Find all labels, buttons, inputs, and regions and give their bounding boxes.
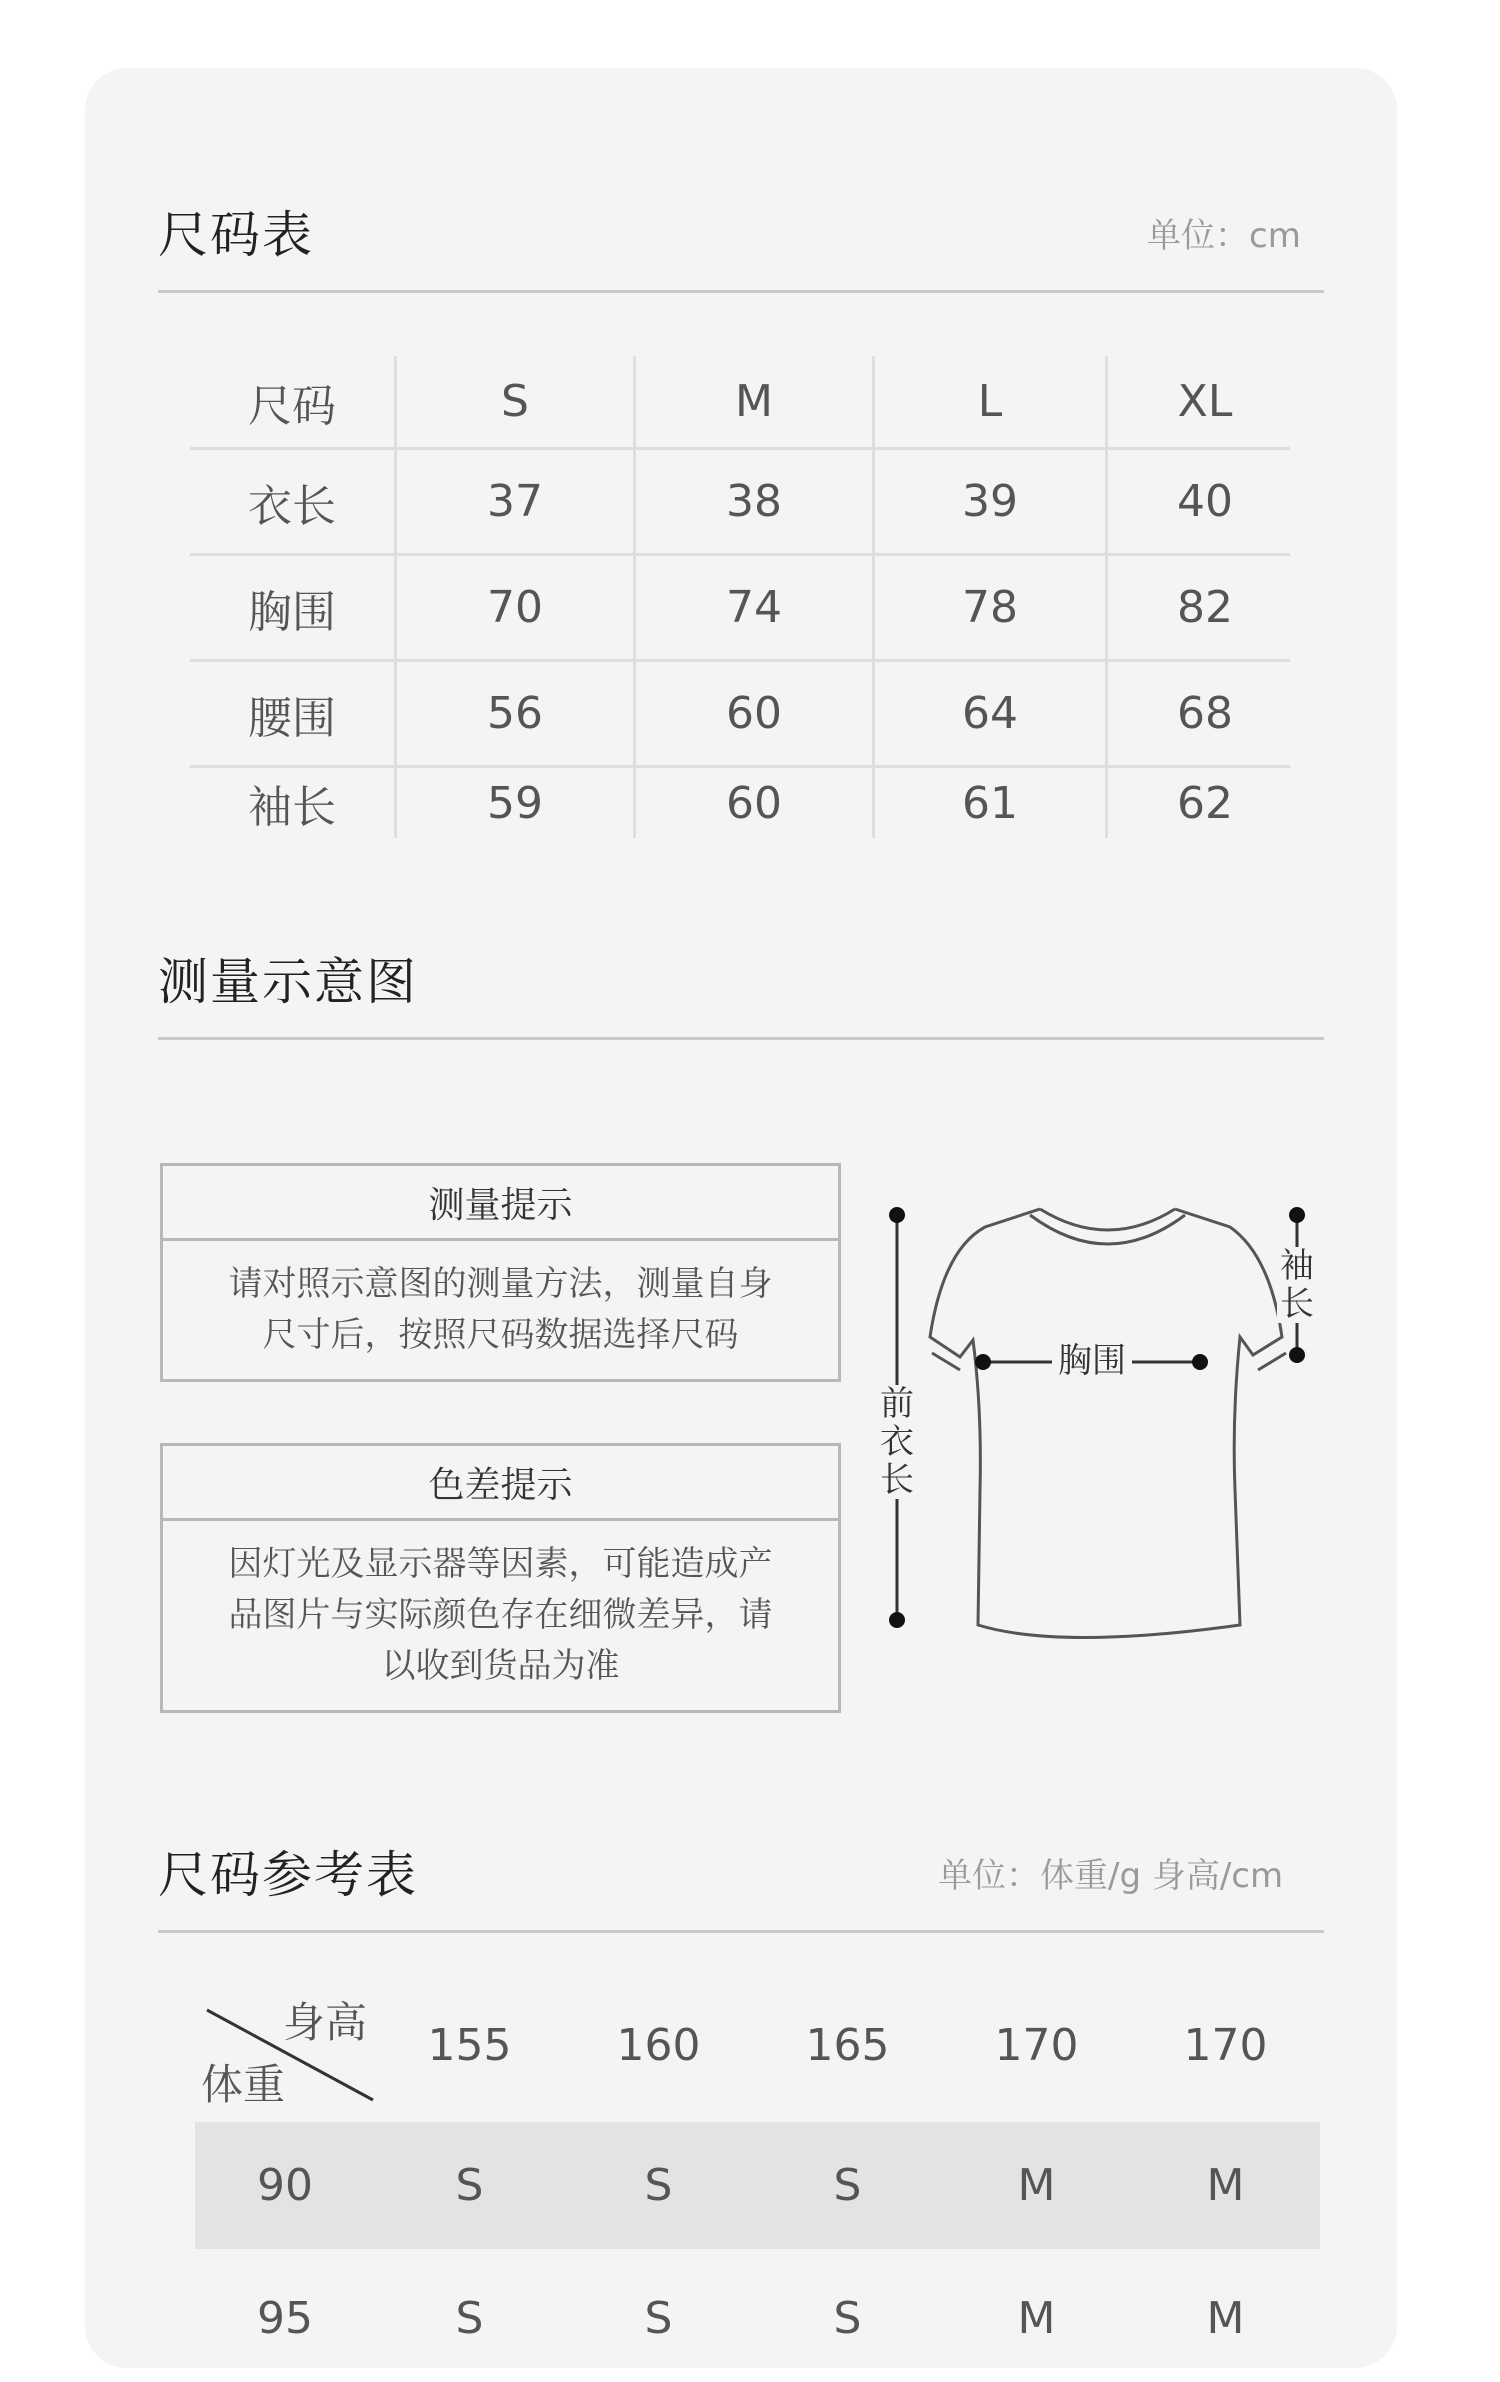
tip-line: 因灯光及显示器等因素，可能造成产 [228,1544,773,1584]
size-cell: M [1206,2293,1245,2344]
table-header-row [190,356,1290,447]
size-chart-table [190,356,1290,838]
size-chart-divider [158,290,1324,293]
color-tip-box [160,1443,841,1713]
table-cell: 37 [394,450,633,553]
table-cell: 78 [872,556,1105,659]
reference-title: 尺码参考表 [158,1846,418,1904]
size-cell: M [1017,2293,1056,2344]
size-cell: S [644,2160,673,2211]
size-cell: S [455,2293,484,2344]
reference-unit: 单位：体重/g 身高/cm [938,1856,1284,1896]
table-cell: 60 [633,662,872,765]
sleeve-label: 袖长 [1277,1247,1317,1323]
height-cell: 160 [616,2019,701,2071]
measure-tip-text [163,1241,838,1379]
measure-title: 测量示意图 [158,953,418,1011]
table-cell: 56 [394,662,633,765]
row-label: 腰围 [248,692,336,744]
table-cell: 70 [394,556,633,659]
size-cell: S [833,2293,862,2344]
table-row [190,447,1290,553]
table-cell: 68 [1105,662,1302,765]
height-cell: 165 [805,2019,890,2071]
table-row [190,553,1290,659]
height-cell: 155 [427,2019,512,2071]
size-cell: S [833,2160,862,2211]
size-cell: S [455,2160,484,2211]
measure-tip-title: 测量提示 [163,1166,838,1241]
size-cell: M [1017,2160,1056,2211]
height-cell: 170 [1183,2019,1268,2071]
size-chart-unit: 单位：cm [1147,216,1301,256]
table-cell: 82 [1105,556,1302,659]
front-length-label: 前衣长 [877,1385,917,1499]
row-label: 袖长 [248,782,336,833]
table-cell: 38 [633,450,872,553]
corner-height-label: 身高 [283,1998,368,2047]
row-label: 衣长 [248,480,336,532]
table-row [190,765,1290,838]
table-row [190,659,1290,765]
tip-line: 请对照示意图的测量方法，测量自身 [228,1264,773,1304]
chest-label: 胸围 [1052,1342,1132,1380]
tshirt-diagram [860,1185,1330,1645]
table-cell: 74 [633,556,872,659]
measure-divider [158,1037,1324,1040]
size-cell: M [1206,2160,1245,2211]
reference-divider [158,1930,1324,1933]
color-tip-text [163,1521,838,1710]
table-cell: 40 [1105,450,1302,553]
size-cell: S [644,2293,673,2344]
reference-header-row [195,1980,1320,2110]
tip-line: 品图片与实际颜色存在细微差异，请 [228,1595,773,1635]
tip-line: 以收到货品为准 [381,1646,620,1686]
height-values [375,1980,1320,2110]
color-tip-title: 色差提示 [163,1446,838,1521]
row-label: 胸围 [248,586,336,638]
table-row [195,2255,1320,2382]
height-cell: 170 [994,2019,1079,2071]
corner-weight-label: 体重 [201,2060,286,2109]
weight-cell: 90 [257,2160,313,2211]
table-cell: 39 [872,450,1105,553]
header-cell: XL [1105,356,1302,447]
corner-cell [195,1980,375,2110]
table-row [195,2122,1320,2249]
header-cell: 尺码 [248,380,336,432]
header-cell: L [872,356,1105,447]
tshirt-outline-icon [860,1185,1330,1645]
tip-line: 尺寸后，按照尺码数据选择尺码 [262,1315,739,1355]
table-cell: 59 [394,768,633,838]
table-cell: 61 [872,768,1105,838]
size-chart-title: 尺码表 [158,206,314,264]
header-cell: M [633,356,872,447]
measure-tip-box [160,1163,841,1382]
table-cell: 62 [1105,768,1302,838]
weight-cell: 95 [257,2293,313,2344]
header-cell: S [394,356,633,447]
table-cell: 60 [633,768,872,838]
table-cell: 64 [872,662,1105,765]
